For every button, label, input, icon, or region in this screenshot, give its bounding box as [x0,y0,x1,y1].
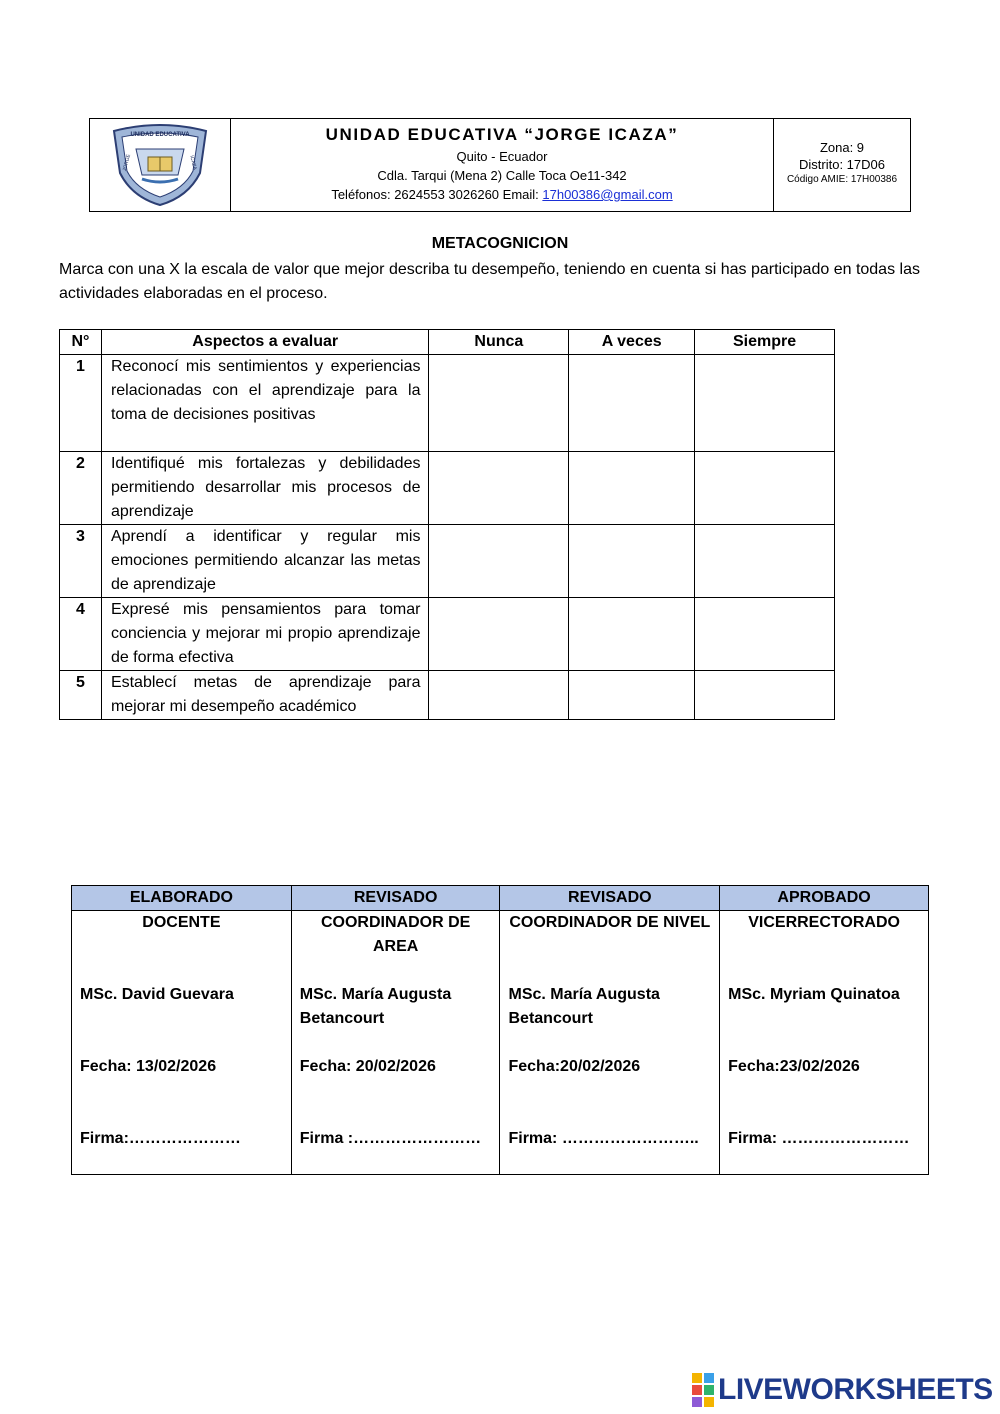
table-row [60,671,835,720]
header-revisado-area: REVISADO [291,886,500,911]
approval-cell-vicerrectorado [720,911,929,1175]
row-number: 3 [60,525,102,598]
school-name: UNIDAD EDUCATIVA “JORGE ICAZA” [325,125,679,144]
cell-a-veces[interactable] [569,671,695,720]
approver-name: MSc. David Guevara [80,986,234,1003]
cell-siempre[interactable] [695,355,835,452]
header-number: N° [60,330,102,355]
approval-cell-docente [72,911,292,1175]
approver-role: COORDINADOR DE NIVEL [509,914,711,931]
cell-a-veces[interactable] [569,525,695,598]
approver-name: MSc. María Augusta Betancourt [299,986,452,1027]
cell-a-veces[interactable] [569,355,695,452]
header-aspects: Aspectos a evaluar [101,330,429,355]
table-row [60,355,835,452]
header-siempre: Siempre [695,330,835,355]
watermark-text: LIVEWORKSHEETS [718,1373,993,1406]
row-number: 4 [60,598,102,671]
distrito-label: Distrito: 17D06 [799,157,885,172]
signature-line: Firma: …………………… [728,1130,910,1147]
cell-a-veces[interactable] [569,452,695,525]
svg-text:JORGE: JORGE [121,153,133,172]
table-row [60,598,835,671]
approver-name: MSc. Myriam Quinatoa [728,986,900,1003]
row-aspect: Identifiqué mis fortalezas y debilidades permitiendo desarrollar mis procesos de aprendizaje [101,452,429,525]
cell-nunca[interactable] [429,671,569,720]
school-info [231,119,774,211]
table-row [60,525,835,598]
approver-name: MSc. María Augusta Betancourt [508,986,660,1027]
approval-date: Fecha:20/02/2026 [508,1058,641,1075]
svg-text:ICAZA: ICAZA [188,154,198,171]
row-aspect: Reconocí mis sentimientos y experiencias relacionadas con el aprendizaje para la toma de decisiones positivas [101,355,429,452]
approval-cell-nivel [500,911,720,1175]
header-revisado-nivel: REVISADO [500,886,720,911]
svg-text:UNIDAD EDUCATIVA: UNIDAD EDUCATIVA [130,132,190,138]
school-codes [774,119,910,211]
school-address: Cdla. Tarqui (Mena 2) Calle Toca Oe11-342 [377,168,627,183]
zona-label: Zona: 9 [819,140,865,155]
row-number: 1 [60,355,102,452]
evaluation-table [59,329,835,720]
school-city: Quito - Ecuador [456,149,548,164]
table-row [60,452,835,525]
approver-role: COORDINADOR DE AREA [320,914,471,955]
approval-date: Fecha: 20/02/2026 [299,1058,436,1075]
cell-nunca[interactable] [429,598,569,671]
amie-code: Código AMIE: 17H00386 [786,174,898,185]
liveworksheets-watermark [692,1372,993,1408]
cell-siempre[interactable] [695,598,835,671]
cell-a-veces[interactable] [569,598,695,671]
header-a-veces: A veces [569,330,695,355]
document-header [89,118,911,212]
approval-table [71,885,929,1175]
approver-role: VICERRECTORADO [748,914,900,931]
approval-date: Fecha:23/02/2026 [728,1058,860,1075]
instructions: Marca con una X la escala de valor que mejor describa tu desempeño, teniendo en cuenta si has participado en todas las actividades elaboradas en el proceso. [59,261,920,302]
cell-siempre[interactable] [695,671,835,720]
liveworksheets-logo-icon [692,1373,714,1407]
header-nunca: Nunca [429,330,569,355]
school-contact [231,185,773,204]
signature-line: Firma :…………………… [299,1130,482,1147]
cell-siempre[interactable] [695,452,835,525]
row-number: 2 [60,452,102,525]
cell-nunca[interactable] [429,355,569,452]
cell-nunca[interactable] [429,525,569,598]
school-shield-logo [108,123,212,207]
row-number: 5 [60,671,102,720]
email-link[interactable]: 17h00386@gmail.com [542,187,673,202]
header-elaborado: ELABORADO [72,886,292,911]
approver-role: DOCENTE [142,914,221,931]
approval-date: Fecha: 13/02/2026 [80,1058,217,1075]
signature-line: Firma: …………………….. [508,1130,699,1147]
header-aprobado: APROBADO [720,886,929,911]
approval-row [72,911,929,1175]
row-aspect: Aprendí a identificar y regular mis emociones permitiendo alcanzar las metas de aprendizaje [101,525,429,598]
row-aspect: Establecí metas de aprendizaje para mejorar mi desempeño académico [101,671,429,720]
cell-siempre[interactable] [695,525,835,598]
page-title: METACOGNICION [431,235,569,252]
logo-cell [90,119,231,211]
row-aspect: Expresé mis pensamientos para tomar conciencia y mejorar mi propio aprendizaje de forma efectiva [101,598,429,671]
signature-line: Firma:………………… [80,1130,241,1147]
cell-nunca[interactable] [429,452,569,525]
phones-label: Teléfonos: 2624553 3026260 Email: [331,187,543,202]
approval-cell-area [291,911,500,1175]
